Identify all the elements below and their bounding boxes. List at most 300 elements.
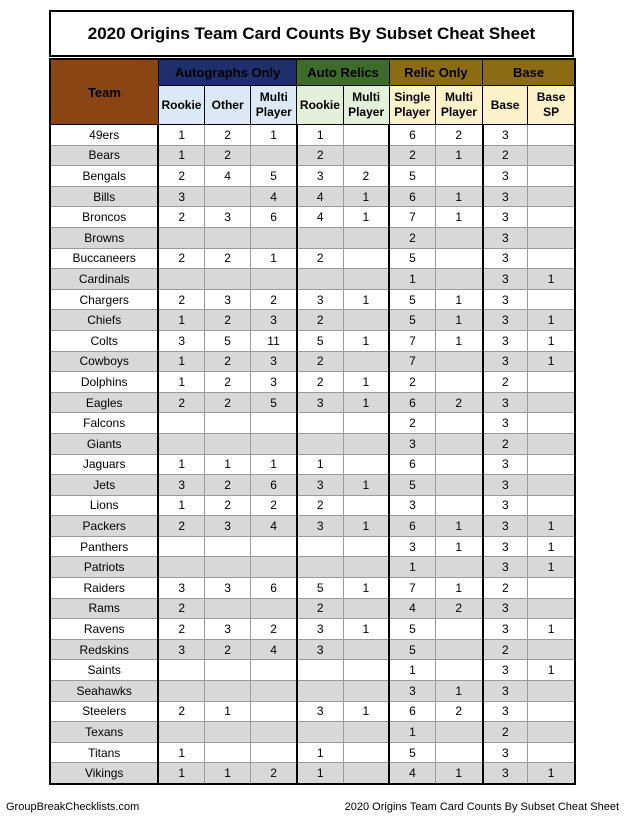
count-cell-a-rookie: 2 (158, 392, 204, 413)
count-cell-base-sp (528, 495, 575, 516)
count-cell-base-sp (528, 413, 575, 434)
team-name-cell: Eagles (50, 392, 158, 413)
table-row (50, 166, 575, 187)
count-cell-ar-rookie (297, 269, 343, 290)
count-cell-base: 2 (483, 578, 528, 599)
count-cell-base: 3 (483, 186, 528, 207)
count-cell-ar-rookie: 2 (297, 310, 343, 331)
team-name-cell: Vikings (50, 763, 158, 784)
table-row (50, 351, 575, 372)
count-cell-a-rookie (158, 557, 204, 578)
team-name-cell: Raiders (50, 578, 158, 599)
count-cell-r-single: 6 (389, 125, 435, 146)
count-cell-ar-multi (343, 454, 389, 475)
count-cell-a-other: 2 (205, 248, 251, 269)
count-cell-r-single: 1 (389, 269, 435, 290)
count-cell-a-multi (251, 227, 297, 248)
table-row (50, 330, 575, 351)
team-name-cell: Chiefs (50, 310, 158, 331)
count-cell-base-sp (528, 598, 575, 619)
count-cell-a-other: 3 (205, 207, 251, 228)
count-cell-ar-multi: 1 (343, 186, 389, 207)
count-cell-a-other: 2 (205, 372, 251, 393)
count-cell-base-sp (528, 722, 575, 743)
team-name-cell: Jaguars (50, 454, 158, 475)
count-cell-r-multi: 2 (435, 598, 482, 619)
count-cell-a-rookie: 3 (158, 639, 204, 660)
count-cell-base: 3 (483, 475, 528, 496)
table-row (50, 227, 575, 248)
count-cell-ar-rookie: 4 (297, 186, 343, 207)
count-cell-a-multi: 2 (251, 495, 297, 516)
count-cell-a-rookie (158, 660, 204, 681)
count-cell-a-other (205, 598, 251, 619)
count-cell-ar-rookie: 3 (297, 475, 343, 496)
count-cell-a-multi (251, 413, 297, 434)
team-counts-table (49, 58, 576, 785)
table-row (50, 310, 575, 331)
count-cell-base-sp: 1 (528, 763, 575, 784)
count-cell-ar-multi (343, 413, 389, 434)
count-cell-ar-rookie: 5 (297, 578, 343, 599)
count-cell-a-other: 3 (205, 578, 251, 599)
count-cell-a-other (205, 433, 251, 454)
team-name-cell: Redskins (50, 639, 158, 660)
count-cell-a-multi: 6 (251, 207, 297, 228)
count-cell-base: 3 (483, 392, 528, 413)
count-cell-r-single: 2 (389, 227, 435, 248)
count-cell-base: 2 (483, 372, 528, 393)
sub-header-auto-multi: Multi Player (251, 86, 297, 125)
count-cell-r-single: 6 (389, 701, 435, 722)
count-cell-r-multi (435, 557, 482, 578)
count-cell-base-sp (528, 701, 575, 722)
count-cell-base: 3 (483, 660, 528, 681)
count-cell-r-multi (435, 248, 482, 269)
team-name-cell: Cardinals (50, 269, 158, 290)
sub-header-ar-rookie: Rookie (297, 86, 343, 125)
count-cell-base-sp (528, 392, 575, 413)
count-cell-ar-rookie (297, 660, 343, 681)
autographs-only-header: Autographs Only (158, 59, 296, 86)
team-name-cell: Seahawks (50, 681, 158, 702)
count-cell-r-multi (435, 413, 482, 434)
count-cell-ar-rookie (297, 557, 343, 578)
page-title: 2020 Origins Team Card Counts By Subset Cheat Sheet (49, 10, 574, 57)
base-group-header: Base (483, 59, 575, 86)
count-cell-a-multi (251, 145, 297, 166)
team-name-cell: Bears (50, 145, 158, 166)
count-cell-r-multi: 2 (435, 701, 482, 722)
count-cell-r-multi: 1 (435, 330, 482, 351)
count-cell-ar-rookie: 1 (297, 454, 343, 475)
count-cell-ar-multi (343, 722, 389, 743)
count-cell-a-rookie (158, 413, 204, 434)
count-cell-base: 3 (483, 351, 528, 372)
team-column-header: Team (50, 59, 158, 125)
count-cell-r-multi: 1 (435, 516, 482, 537)
table-row (50, 722, 575, 743)
count-cell-r-single: 3 (389, 433, 435, 454)
count-cell-r-multi (435, 475, 482, 496)
count-cell-a-rookie: 2 (158, 207, 204, 228)
count-cell-a-multi (251, 722, 297, 743)
count-cell-base-sp: 1 (528, 269, 575, 290)
footer-title: 2020 Origins Team Card Counts By Subset Cheat Sheet (344, 801, 619, 813)
table-row (50, 619, 575, 640)
count-cell-r-single: 5 (389, 310, 435, 331)
team-name-cell: Cowboys (50, 351, 158, 372)
team-name-cell: Jets (50, 475, 158, 496)
count-cell-base-sp: 1 (528, 516, 575, 537)
count-cell-a-rookie: 2 (158, 598, 204, 619)
count-cell-ar-multi (343, 763, 389, 784)
count-cell-r-multi: 1 (435, 578, 482, 599)
count-cell-ar-rookie: 3 (297, 289, 343, 310)
count-cell-r-single: 5 (389, 289, 435, 310)
count-cell-a-multi: 3 (251, 351, 297, 372)
count-cell-a-multi: 6 (251, 475, 297, 496)
count-cell-a-rookie: 1 (158, 742, 204, 763)
count-cell-r-single: 6 (389, 454, 435, 475)
count-cell-a-multi: 11 (251, 330, 297, 351)
count-cell-r-multi: 1 (435, 186, 482, 207)
count-cell-ar-multi (343, 742, 389, 763)
count-cell-ar-rookie: 1 (297, 125, 343, 146)
count-cell-base-sp (528, 742, 575, 763)
count-cell-a-multi (251, 701, 297, 722)
count-cell-a-rookie: 1 (158, 454, 204, 475)
count-cell-ar-rookie: 1 (297, 763, 343, 784)
team-name-cell: Saints (50, 660, 158, 681)
count-cell-r-single: 1 (389, 660, 435, 681)
team-name-cell: Buccaneers (50, 248, 158, 269)
count-cell-ar-rookie (297, 413, 343, 434)
count-cell-ar-multi (343, 433, 389, 454)
count-cell-a-multi (251, 681, 297, 702)
count-cell-a-other: 2 (205, 310, 251, 331)
count-cell-base: 3 (483, 310, 528, 331)
count-cell-base-sp: 1 (528, 660, 575, 681)
count-cell-a-multi: 6 (251, 578, 297, 599)
count-cell-r-single: 3 (389, 495, 435, 516)
count-cell-base-sp (528, 454, 575, 475)
table-row (50, 372, 575, 393)
count-cell-r-multi: 1 (435, 681, 482, 702)
count-cell-r-multi (435, 166, 482, 187)
team-name-cell: Patriots (50, 557, 158, 578)
count-cell-r-single: 4 (389, 763, 435, 784)
count-cell-base-sp (528, 578, 575, 599)
count-cell-a-multi: 5 (251, 392, 297, 413)
count-cell-r-single: 1 (389, 722, 435, 743)
count-cell-base-sp (528, 289, 575, 310)
count-cell-a-other: 2 (205, 125, 251, 146)
count-cell-a-multi: 4 (251, 186, 297, 207)
table-row (50, 207, 575, 228)
count-cell-ar-multi (343, 681, 389, 702)
count-cell-a-multi: 1 (251, 248, 297, 269)
table-row (50, 763, 575, 784)
count-cell-r-multi (435, 742, 482, 763)
count-cell-base: 2 (483, 722, 528, 743)
count-cell-ar-multi: 2 (343, 166, 389, 187)
count-cell-a-other: 5 (205, 330, 251, 351)
count-cell-a-multi: 3 (251, 372, 297, 393)
team-name-cell: Lions (50, 495, 158, 516)
count-cell-a-rookie: 2 (158, 701, 204, 722)
count-cell-r-multi (435, 433, 482, 454)
count-cell-base: 3 (483, 269, 528, 290)
count-cell-base: 3 (483, 763, 528, 784)
count-cell-a-other (205, 227, 251, 248)
count-cell-a-other: 3 (205, 516, 251, 537)
count-cell-ar-rookie: 4 (297, 207, 343, 228)
count-cell-r-single: 2 (389, 413, 435, 434)
count-cell-r-single: 6 (389, 392, 435, 413)
sub-header-relic-multi: Multi Player (435, 86, 482, 125)
count-cell-base-sp (528, 433, 575, 454)
count-cell-ar-multi: 1 (343, 372, 389, 393)
count-cell-r-single: 3 (389, 536, 435, 557)
sub-header-auto-rookie: Rookie (158, 86, 204, 125)
count-cell-a-rookie: 2 (158, 516, 204, 537)
count-cell-r-single: 7 (389, 351, 435, 372)
count-cell-ar-rookie (297, 433, 343, 454)
count-cell-base: 3 (483, 207, 528, 228)
count-cell-ar-multi: 1 (343, 392, 389, 413)
count-cell-a-rookie: 3 (158, 186, 204, 207)
count-cell-a-rookie: 1 (158, 351, 204, 372)
count-cell-base: 3 (483, 681, 528, 702)
count-cell-ar-rookie: 2 (297, 372, 343, 393)
count-cell-base-sp: 1 (528, 351, 575, 372)
team-name-cell: Packers (50, 516, 158, 537)
count-cell-a-other (205, 536, 251, 557)
count-cell-a-other: 4 (205, 166, 251, 187)
count-cell-a-multi: 4 (251, 516, 297, 537)
count-cell-a-other (205, 681, 251, 702)
count-cell-base-sp (528, 475, 575, 496)
count-cell-base: 3 (483, 125, 528, 146)
count-cell-ar-multi: 1 (343, 578, 389, 599)
count-cell-a-rookie: 1 (158, 372, 204, 393)
team-name-cell: Bengals (50, 166, 158, 187)
count-cell-a-rookie: 3 (158, 475, 204, 496)
count-cell-base: 3 (483, 495, 528, 516)
count-cell-r-multi: 1 (435, 763, 482, 784)
count-cell-r-single: 5 (389, 639, 435, 660)
sub-header-ar-multi: Multi Player (343, 86, 389, 125)
count-cell-r-multi: 1 (435, 145, 482, 166)
count-cell-ar-multi (343, 598, 389, 619)
count-cell-a-multi: 2 (251, 763, 297, 784)
count-cell-ar-multi: 1 (343, 475, 389, 496)
count-cell-a-other: 3 (205, 289, 251, 310)
team-name-cell: Dolphins (50, 372, 158, 393)
team-name-cell: Giants (50, 433, 158, 454)
count-cell-r-single: 4 (389, 598, 435, 619)
team-name-cell: Texans (50, 722, 158, 743)
count-cell-base: 2 (483, 433, 528, 454)
count-cell-a-rookie (158, 536, 204, 557)
count-cell-r-multi (435, 722, 482, 743)
count-cell-r-multi: 2 (435, 392, 482, 413)
count-cell-a-rookie: 1 (158, 145, 204, 166)
count-cell-r-multi (435, 372, 482, 393)
relic-only-header: Relic Only (389, 59, 482, 86)
count-cell-ar-multi (343, 351, 389, 372)
count-cell-ar-multi (343, 536, 389, 557)
sub-header-base: Base (483, 86, 528, 125)
table-row (50, 392, 575, 413)
count-cell-base-sp (528, 186, 575, 207)
count-cell-ar-multi: 1 (343, 289, 389, 310)
count-cell-ar-multi: 1 (343, 330, 389, 351)
count-cell-a-multi (251, 598, 297, 619)
count-cell-r-multi (435, 495, 482, 516)
footer-site: GroupBreakChecklists.com (6, 801, 140, 813)
count-cell-base-sp: 1 (528, 310, 575, 331)
count-cell-base: 3 (483, 742, 528, 763)
table-row (50, 701, 575, 722)
count-cell-a-rookie: 3 (158, 578, 204, 599)
count-cell-ar-rookie: 3 (297, 516, 343, 537)
table-row (50, 742, 575, 763)
count-cell-r-multi (435, 269, 482, 290)
count-cell-a-rookie: 1 (158, 310, 204, 331)
table-row (50, 433, 575, 454)
count-cell-ar-rookie: 3 (297, 166, 343, 187)
count-cell-base: 3 (483, 248, 528, 269)
team-name-cell: 49ers (50, 125, 158, 146)
team-name-cell: Rams (50, 598, 158, 619)
group-header-row (50, 59, 575, 86)
count-cell-r-single: 1 (389, 557, 435, 578)
team-name-cell: Steelers (50, 701, 158, 722)
count-cell-a-multi: 1 (251, 454, 297, 475)
count-cell-a-multi: 4 (251, 639, 297, 660)
count-cell-ar-rookie: 2 (297, 495, 343, 516)
count-cell-ar-rookie (297, 722, 343, 743)
count-cell-ar-rookie: 1 (297, 742, 343, 763)
count-cell-base-sp: 1 (528, 619, 575, 640)
count-cell-a-rookie: 3 (158, 330, 204, 351)
count-cell-r-multi (435, 639, 482, 660)
count-cell-a-rookie (158, 681, 204, 702)
count-cell-base-sp: 1 (528, 330, 575, 351)
count-cell-ar-rookie: 3 (297, 701, 343, 722)
count-cell-a-multi (251, 557, 297, 578)
count-cell-a-other (205, 186, 251, 207)
count-cell-r-single: 2 (389, 372, 435, 393)
count-cell-ar-rookie: 3 (297, 639, 343, 660)
count-cell-a-other: 2 (205, 351, 251, 372)
table-row (50, 598, 575, 619)
count-cell-a-multi (251, 269, 297, 290)
count-cell-r-multi (435, 660, 482, 681)
count-cell-r-single: 5 (389, 619, 435, 640)
table-row (50, 639, 575, 660)
count-cell-ar-rookie: 2 (297, 598, 343, 619)
table-row (50, 495, 575, 516)
count-cell-r-single: 7 (389, 207, 435, 228)
count-cell-a-other: 2 (205, 475, 251, 496)
count-cell-a-rookie: 1 (158, 763, 204, 784)
count-cell-a-other: 1 (205, 454, 251, 475)
sub-header-relic-single: Single Player (389, 86, 435, 125)
count-cell-r-single: 7 (389, 578, 435, 599)
count-cell-r-single: 6 (389, 516, 435, 537)
table-row (50, 413, 575, 434)
count-cell-a-rookie: 2 (158, 619, 204, 640)
table-row (50, 660, 575, 681)
count-cell-ar-multi (343, 557, 389, 578)
count-cell-r-multi: 1 (435, 207, 482, 228)
table-row (50, 516, 575, 537)
count-cell-a-rookie (158, 433, 204, 454)
count-cell-base: 3 (483, 701, 528, 722)
count-cell-r-multi (435, 227, 482, 248)
count-cell-ar-multi (343, 660, 389, 681)
count-cell-base: 3 (483, 536, 528, 557)
table-body (50, 125, 575, 785)
count-cell-base-sp (528, 681, 575, 702)
count-cell-a-rookie: 2 (158, 289, 204, 310)
table-row (50, 475, 575, 496)
count-cell-a-multi: 1 (251, 125, 297, 146)
count-cell-a-other: 1 (205, 763, 251, 784)
count-cell-r-multi: 1 (435, 310, 482, 331)
auto-relics-header: Auto Relics (297, 59, 389, 86)
count-cell-r-single: 6 (389, 186, 435, 207)
count-cell-ar-multi (343, 495, 389, 516)
count-cell-a-other: 2 (205, 495, 251, 516)
count-cell-r-multi (435, 619, 482, 640)
sub-header-auto-other: Other (205, 86, 251, 125)
count-cell-base: 3 (483, 227, 528, 248)
count-cell-a-other (205, 557, 251, 578)
table-row (50, 557, 575, 578)
count-cell-a-other: 2 (205, 145, 251, 166)
count-cell-a-rookie: 2 (158, 248, 204, 269)
count-cell-ar-rookie: 2 (297, 248, 343, 269)
count-cell-base: 3 (483, 289, 528, 310)
count-cell-a-multi: 5 (251, 166, 297, 187)
count-cell-base: 3 (483, 598, 528, 619)
count-cell-ar-multi (343, 269, 389, 290)
count-cell-ar-multi: 1 (343, 619, 389, 640)
table-row (50, 454, 575, 475)
count-cell-ar-multi (343, 145, 389, 166)
sub-header-base-sp: Base SP (528, 86, 575, 125)
count-cell-r-multi: 1 (435, 536, 482, 557)
count-cell-r-multi: 2 (435, 125, 482, 146)
count-cell-base-sp (528, 207, 575, 228)
count-cell-ar-multi (343, 310, 389, 331)
count-cell-r-multi (435, 454, 482, 475)
table-row (50, 269, 575, 290)
count-cell-a-other: 2 (205, 392, 251, 413)
count-cell-ar-multi: 1 (343, 207, 389, 228)
count-cell-base: 3 (483, 619, 528, 640)
count-cell-ar-multi: 1 (343, 701, 389, 722)
count-cell-ar-multi: 1 (343, 516, 389, 537)
count-cell-a-multi: 3 (251, 310, 297, 331)
count-cell-a-other: 1 (205, 701, 251, 722)
team-name-cell: Chargers (50, 289, 158, 310)
count-cell-ar-multi (343, 227, 389, 248)
